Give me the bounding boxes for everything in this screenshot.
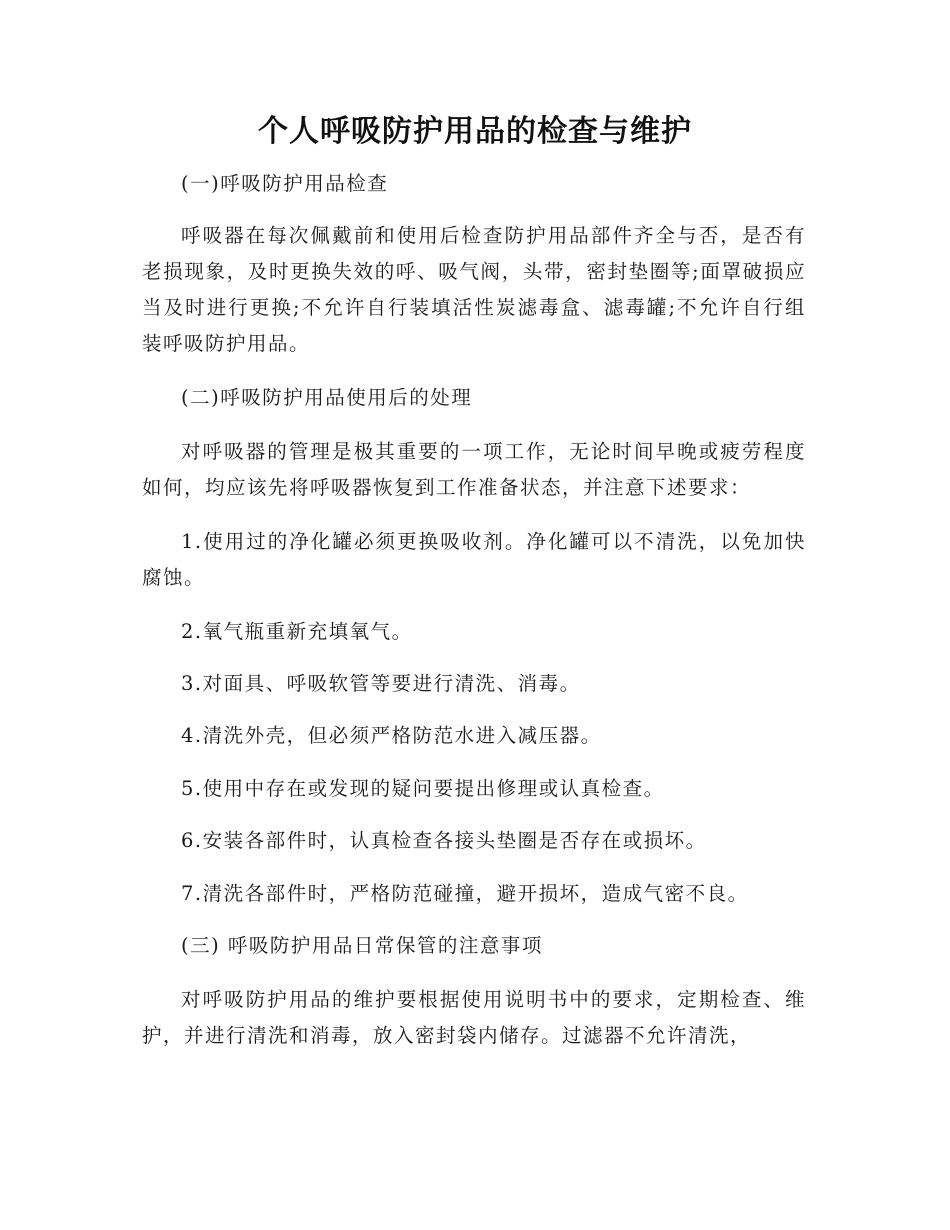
list-item-7: 7.清洗各部件时，严格防范碰撞，避开损坏，造成气密不良。 — [181, 882, 749, 905]
section-heading-3: (三) 呼吸防护用品日常保管的注意事项 — [181, 934, 543, 957]
list-item-1: 1.使用过的净化罐必须更换吸收剂。净化罐可以不清洗，以免加快腐蚀。 — [142, 530, 806, 589]
document-title: 个人呼吸防护用品的检查与维护 — [258, 114, 692, 149]
list-item-4: 4.清洗外壳，但必须严格防范水进入减压器。 — [181, 724, 602, 747]
section-heading-1: (一)呼吸防护用品检查 — [181, 172, 389, 195]
list-item-6: 6.安装各部件时，认真检查各接头垫圈是否存在或损坏。 — [181, 829, 707, 852]
list-item-5: 5.使用中存在或发现的疑问要提出修理或认真检查。 — [181, 777, 665, 800]
list-item-2: 2.氧气瓶重新充填氧气。 — [181, 620, 413, 643]
list-item-3: 3.对面具、呼吸软管等要进行清洗、消毒。 — [181, 672, 581, 695]
paragraph-after-use: 对呼吸器的管理是极其重要的一项工作，无论时间早晚或疲劳程度如何，均应该先将呼吸器恢复到工作准备状态，并注意下述要求： — [142, 440, 806, 499]
section-heading-2: (二)呼吸防护用品使用后的处理 — [181, 386, 473, 409]
paragraph-daily-storage: 对呼吸防护用品的维护要根据使用说明书中的要求，定期检查、维护，并进行清洗和消毒，放入密封袋内储存。过滤器不允许清洗， — [142, 988, 806, 1047]
paragraph-inspection: 呼吸器在每次佩戴前和使用后检查防护用品部件齐全与否，是否有老损现象，及时更换失效的呼、吸气阀，头带，密封垫圈等;面罩破损应当及时进行更换;不允许自行装填活性炭滤毒盒、滤毒罐;不允许自行组装呼吸防护用品。 — [142, 224, 806, 355]
